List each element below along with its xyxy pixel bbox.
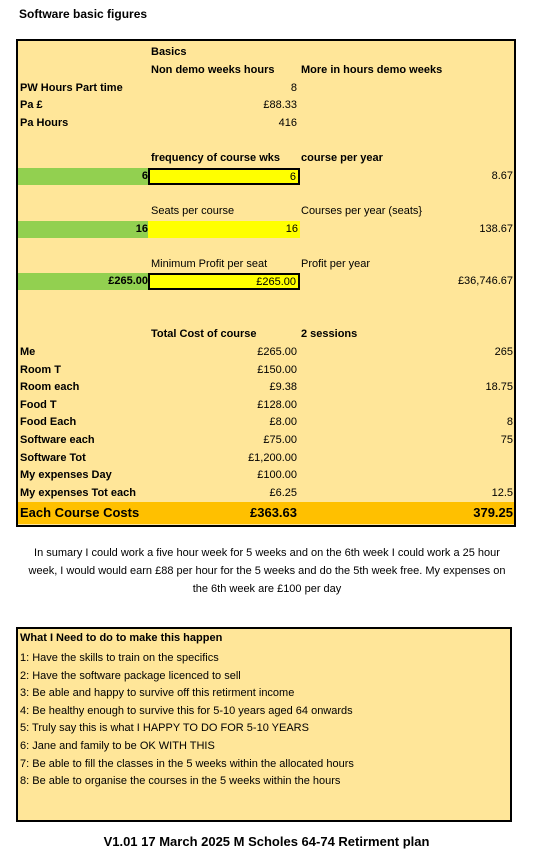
- cost-label: My expenses Tot each: [20, 487, 136, 499]
- total-value: £363.63: [250, 505, 297, 520]
- total-row: [18, 502, 514, 524]
- costs-heading: Total Cost of course: [151, 328, 257, 340]
- needs-heading: What I Need to do to make this happen: [20, 632, 223, 644]
- page-title: Software basic figures: [19, 7, 148, 21]
- seats-input[interactable]: 16: [148, 221, 300, 238]
- cost-value: £265.00: [257, 346, 297, 358]
- row-value: 8: [290, 82, 297, 94]
- cost-label: Food Each: [20, 416, 77, 428]
- figures-sheet: [16, 39, 516, 527]
- cost-label: Software each: [20, 434, 95, 446]
- cost-extra: [301, 450, 513, 467]
- cost-extra: [301, 362, 513, 379]
- total-label: Each Course Costs: [20, 505, 140, 520]
- list-item: 4: Be healthy enough to survive this for 5-10 years aged 64 onwards: [20, 704, 353, 717]
- courses-seats-value: 138.67: [479, 223, 513, 235]
- cost-label: Software Tot: [20, 452, 86, 464]
- cost-value: £100.00: [257, 469, 297, 481]
- cost-value: £150.00: [257, 364, 297, 376]
- footer-version: V1.01 17 March 2025 M Scholes 64-74 Retirment plan: [103, 834, 430, 849]
- list-item: 7: Be able to fill the classes in the 5 weeks within the allocated hours: [20, 757, 354, 770]
- cost-extra: 18.75: [485, 381, 513, 393]
- row-label: Pa Hours: [20, 117, 69, 129]
- row-label: Pa £: [20, 99, 43, 111]
- list-item: 3: Be able and happy to survive off this retirment income: [20, 687, 295, 700]
- profit-green-cell[interactable]: £265.00: [18, 273, 149, 290]
- profit-per-year-label: Profit per year: [301, 258, 371, 270]
- frequency-input[interactable]: 6: [148, 168, 300, 185]
- cost-label: Me: [20, 346, 36, 358]
- cost-extra: 8: [506, 416, 513, 428]
- col-demo-header: More in hours demo weeks: [301, 64, 443, 76]
- profit-label: Minimum Profit per seat: [151, 258, 268, 270]
- list-item: 2: Have the software package licenced to sell: [20, 669, 241, 682]
- needs-list: [20, 650, 354, 791]
- frequency-green-cell[interactable]: 6: [18, 168, 149, 185]
- list-item: 5: Truly say this is what I HAPPY TO DO FOR 5-10 YEARS: [20, 722, 309, 735]
- profit-per-year-value: £36,746.67: [457, 275, 513, 287]
- row-label: PW Hours Part time: [20, 82, 123, 94]
- col-non-demo-header: Non demo weeks hours: [151, 64, 275, 76]
- cost-value: £6.25: [269, 487, 297, 499]
- basics-heading: Basics: [151, 46, 187, 58]
- total-extra: 379.25: [473, 505, 513, 520]
- cost-value: £8.00: [269, 416, 297, 428]
- cost-value: £1,200.00: [248, 452, 297, 464]
- cost-extra: 12.5: [491, 487, 513, 499]
- cost-value: £75.00: [263, 434, 297, 446]
- sessions-heading: 2 sessions: [301, 328, 358, 340]
- courses-per-year-label: course per year: [301, 152, 383, 164]
- seats-green-cell[interactable]: 16: [18, 221, 149, 238]
- courses-seats-label: Courses per year (seats}: [301, 205, 423, 217]
- list-item: 1: Have the skills to train on the specifics: [20, 652, 219, 664]
- cost-label: Room each: [20, 381, 80, 393]
- frequency-label: frequency of course wks: [151, 152, 280, 164]
- seats-label: Seats per course: [151, 205, 235, 217]
- summary-text: In sumary I could work a five hour week for 5 weeks and on the 6th week I could work a 25 hour week, I would would earn £88 per hour for the 5 weeks and do the 5th week free. My expenses on the 6th week are £100 per day: [28, 547, 506, 595]
- cost-extra: 75: [500, 434, 513, 446]
- cost-value: £9.38: [269, 381, 297, 393]
- cost-label: My expenses Day: [20, 469, 112, 481]
- profit-input[interactable]: £265.00: [148, 273, 300, 290]
- cost-extra: [301, 467, 513, 484]
- cost-value: £128.00: [257, 399, 297, 411]
- row-value: 416: [278, 117, 297, 129]
- cost-extra: [301, 397, 513, 414]
- cost-label: Room T: [20, 364, 61, 376]
- list-item: 6: Jane and family to be OK WITH THIS: [20, 739, 215, 752]
- cost-extra: 265: [494, 346, 513, 358]
- row-value: £88.33: [263, 99, 297, 111]
- cost-label: Food T: [20, 399, 57, 411]
- list-item: 8: Be able to organise the courses in the 5 weeks within the hours: [20, 775, 341, 788]
- needs-box: [16, 627, 512, 822]
- courses-per-year-value: 8.67: [491, 170, 513, 182]
